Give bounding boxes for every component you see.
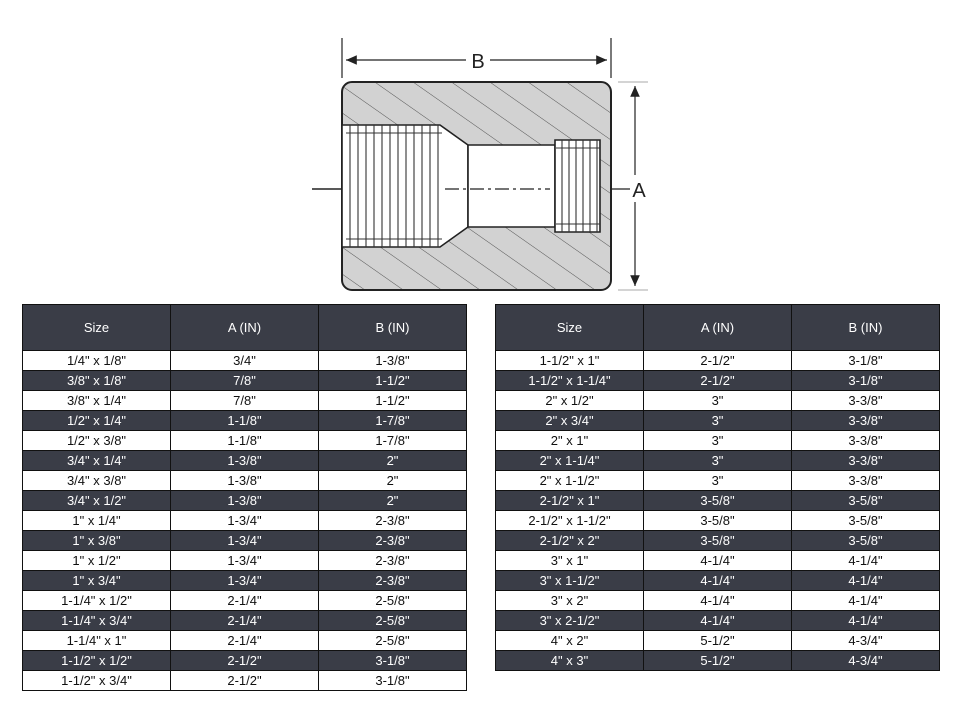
- cell-size: 3" x 2": [496, 591, 644, 611]
- table-header-row: [496, 305, 940, 351]
- table-row: [496, 651, 940, 671]
- table-row: [496, 391, 940, 411]
- table-row: [496, 571, 940, 591]
- cell-b: 2-5/8": [319, 631, 467, 651]
- cell-b: 2-5/8": [319, 591, 467, 611]
- cell-b: 2-3/8": [319, 551, 467, 571]
- header-b: B (IN): [319, 305, 467, 351]
- table-row: [23, 671, 467, 691]
- header-size: Size: [496, 305, 644, 351]
- cell-a: 3": [644, 471, 792, 491]
- table-row: [496, 371, 940, 391]
- cell-size: 1" x 1/2": [23, 551, 171, 571]
- cell-a: 4-1/4": [644, 571, 792, 591]
- cell-a: 2-1/2": [171, 651, 319, 671]
- cell-a: 2-1/4": [171, 611, 319, 631]
- cell-b: 3-3/8": [792, 391, 940, 411]
- table-body-left: [23, 351, 467, 691]
- cell-b: 2-3/8": [319, 511, 467, 531]
- cell-b: 2-5/8": [319, 611, 467, 631]
- table-row: [23, 631, 467, 651]
- table-row: [23, 391, 467, 411]
- cell-size: 2-1/2" x 1": [496, 491, 644, 511]
- label-b: B: [471, 51, 485, 73]
- size-table-right: [495, 304, 940, 671]
- cell-b: 1-3/8": [319, 351, 467, 371]
- cell-size: 1-1/2" x 1-1/4": [496, 371, 644, 391]
- cell-size: 3/4" x 1/4": [23, 451, 171, 471]
- coupling-diagram: [300, 30, 660, 300]
- header-b: B (IN): [792, 305, 940, 351]
- cell-a: 1-3/4": [171, 571, 319, 591]
- cell-a: 1-3/4": [171, 551, 319, 571]
- table-row: [496, 351, 940, 371]
- table-row: [23, 511, 467, 531]
- table-row: [496, 551, 940, 571]
- cell-size: 1/2" x 1/4": [23, 411, 171, 431]
- cell-b: 2-3/8": [319, 571, 467, 591]
- table-row: [496, 431, 940, 451]
- cell-size: 2" x 1-1/4": [496, 451, 644, 471]
- cell-size: 4" x 3": [496, 651, 644, 671]
- table-row: [23, 531, 467, 551]
- cell-size: 1-1/4" x 3/4": [23, 611, 171, 631]
- cell-b: 4-3/4": [792, 651, 940, 671]
- cell-size: 1-1/4" x 1": [23, 631, 171, 651]
- cell-size: 4" x 2": [496, 631, 644, 651]
- cell-size: 3/4" x 1/2": [23, 491, 171, 511]
- table-row: [23, 351, 467, 371]
- cell-b: 2": [319, 451, 467, 471]
- cell-a: 2-1/2": [644, 371, 792, 391]
- dimension-b: [342, 38, 611, 78]
- header-a: A (IN): [171, 305, 319, 351]
- cell-b: 4-1/4": [792, 551, 940, 571]
- table-body-right: [496, 351, 940, 671]
- cell-a: 1-3/8": [171, 491, 319, 511]
- cell-b: 3-1/8": [792, 351, 940, 371]
- cell-size: 3" x 2-1/2": [496, 611, 644, 631]
- cell-size: 2" x 1/2": [496, 391, 644, 411]
- dimension-a: [618, 82, 648, 290]
- table-row: [23, 651, 467, 671]
- table-row: [496, 491, 940, 511]
- cell-a: 3-5/8": [644, 511, 792, 531]
- cell-size: 2" x 3/4": [496, 411, 644, 431]
- cell-a: 3/4": [171, 351, 319, 371]
- cell-size: 1" x 3/8": [23, 531, 171, 551]
- cell-b: 3-1/8": [319, 671, 467, 691]
- label-a: A: [632, 180, 646, 202]
- cell-b: 4-1/4": [792, 591, 940, 611]
- cell-size: 3" x 1-1/2": [496, 571, 644, 591]
- table-row: [23, 591, 467, 611]
- table-row: [496, 451, 940, 471]
- cell-b: 3-3/8": [792, 451, 940, 471]
- table-row: [23, 371, 467, 391]
- coupling-body: [312, 82, 630, 290]
- cell-a: 2-1/4": [171, 631, 319, 651]
- cell-size: 1/2" x 3/8": [23, 431, 171, 451]
- cell-size: 1-1/2" x 1": [496, 351, 644, 371]
- cell-b: 4-1/4": [792, 611, 940, 631]
- cell-a: 1-1/8": [171, 411, 319, 431]
- cell-a: 5-1/2": [644, 651, 792, 671]
- header-a: A (IN): [644, 305, 792, 351]
- cell-a: 3": [644, 451, 792, 471]
- cell-b: 4-3/4": [792, 631, 940, 651]
- table-row: [496, 531, 940, 551]
- table-row: [496, 611, 940, 631]
- cell-b: 3-5/8": [792, 531, 940, 551]
- table-row: [23, 611, 467, 631]
- cell-size: 1" x 3/4": [23, 571, 171, 591]
- cell-a: 3": [644, 391, 792, 411]
- cell-a: 4-1/4": [644, 551, 792, 571]
- table-row: [496, 631, 940, 651]
- cell-a: 1-3/4": [171, 531, 319, 551]
- table-row: [23, 471, 467, 491]
- cell-a: 3": [644, 431, 792, 451]
- cell-a: 4-1/4": [644, 611, 792, 631]
- cell-size: 1-1/2" x 3/4": [23, 671, 171, 691]
- cell-size: 3/8" x 1/8": [23, 371, 171, 391]
- table-row: [23, 431, 467, 451]
- cell-b: 3-5/8": [792, 511, 940, 531]
- cell-a: 1-3/8": [171, 471, 319, 491]
- table-row: [23, 411, 467, 431]
- cell-b: 3-3/8": [792, 431, 940, 451]
- cell-b: 1-1/2": [319, 391, 467, 411]
- cell-b: 3-3/8": [792, 471, 940, 491]
- table-row: [496, 471, 940, 491]
- cell-size: 3/4" x 3/8": [23, 471, 171, 491]
- cell-a: 5-1/2": [644, 631, 792, 651]
- cell-size: 1" x 1/4": [23, 511, 171, 531]
- cell-b: 3-3/8": [792, 411, 940, 431]
- cell-b: 1-7/8": [319, 411, 467, 431]
- cell-a: 3-5/8": [644, 531, 792, 551]
- cell-size: 2" x 1": [496, 431, 644, 451]
- cell-size: 2-1/2" x 1-1/2": [496, 511, 644, 531]
- size-table-left: [22, 304, 467, 691]
- cell-size: 3" x 1": [496, 551, 644, 571]
- cell-size: 1/4" x 1/8": [23, 351, 171, 371]
- table-row: [496, 591, 940, 611]
- cell-size: 2" x 1-1/2": [496, 471, 644, 491]
- cell-a: 7/8": [171, 391, 319, 411]
- cell-a: 1-1/8": [171, 431, 319, 451]
- table-row: [496, 511, 940, 531]
- cell-b: 2": [319, 491, 467, 511]
- cell-b: 4-1/4": [792, 571, 940, 591]
- cell-b: 1-7/8": [319, 431, 467, 451]
- header-size: Size: [23, 305, 171, 351]
- cell-a: 2-1/2": [171, 671, 319, 691]
- cell-size: 1-1/2" x 1/2": [23, 651, 171, 671]
- cell-size: 3/8" x 1/4": [23, 391, 171, 411]
- cell-size: 1-1/4" x 1/2": [23, 591, 171, 611]
- cell-b: 3-1/8": [319, 651, 467, 671]
- cell-a: 7/8": [171, 371, 319, 391]
- table-row: [23, 551, 467, 571]
- cell-b: 3-5/8": [792, 491, 940, 511]
- cell-b: 2": [319, 471, 467, 491]
- cell-a: 2-1/4": [171, 591, 319, 611]
- cell-a: 2-1/2": [644, 351, 792, 371]
- cell-a: 3": [644, 411, 792, 431]
- table-header-row: [23, 305, 467, 351]
- cell-b: 3-1/8": [792, 371, 940, 391]
- cell-b: 1-1/2": [319, 371, 467, 391]
- cell-a: 4-1/4": [644, 591, 792, 611]
- table-row: [23, 571, 467, 591]
- cell-a: 3-5/8": [644, 491, 792, 511]
- table-row: [496, 411, 940, 431]
- cell-a: 1-3/4": [171, 511, 319, 531]
- cell-b: 2-3/8": [319, 531, 467, 551]
- cell-size: 2-1/2" x 2": [496, 531, 644, 551]
- table-row: [23, 451, 467, 471]
- cell-a: 1-3/8": [171, 451, 319, 471]
- table-row: [23, 491, 467, 511]
